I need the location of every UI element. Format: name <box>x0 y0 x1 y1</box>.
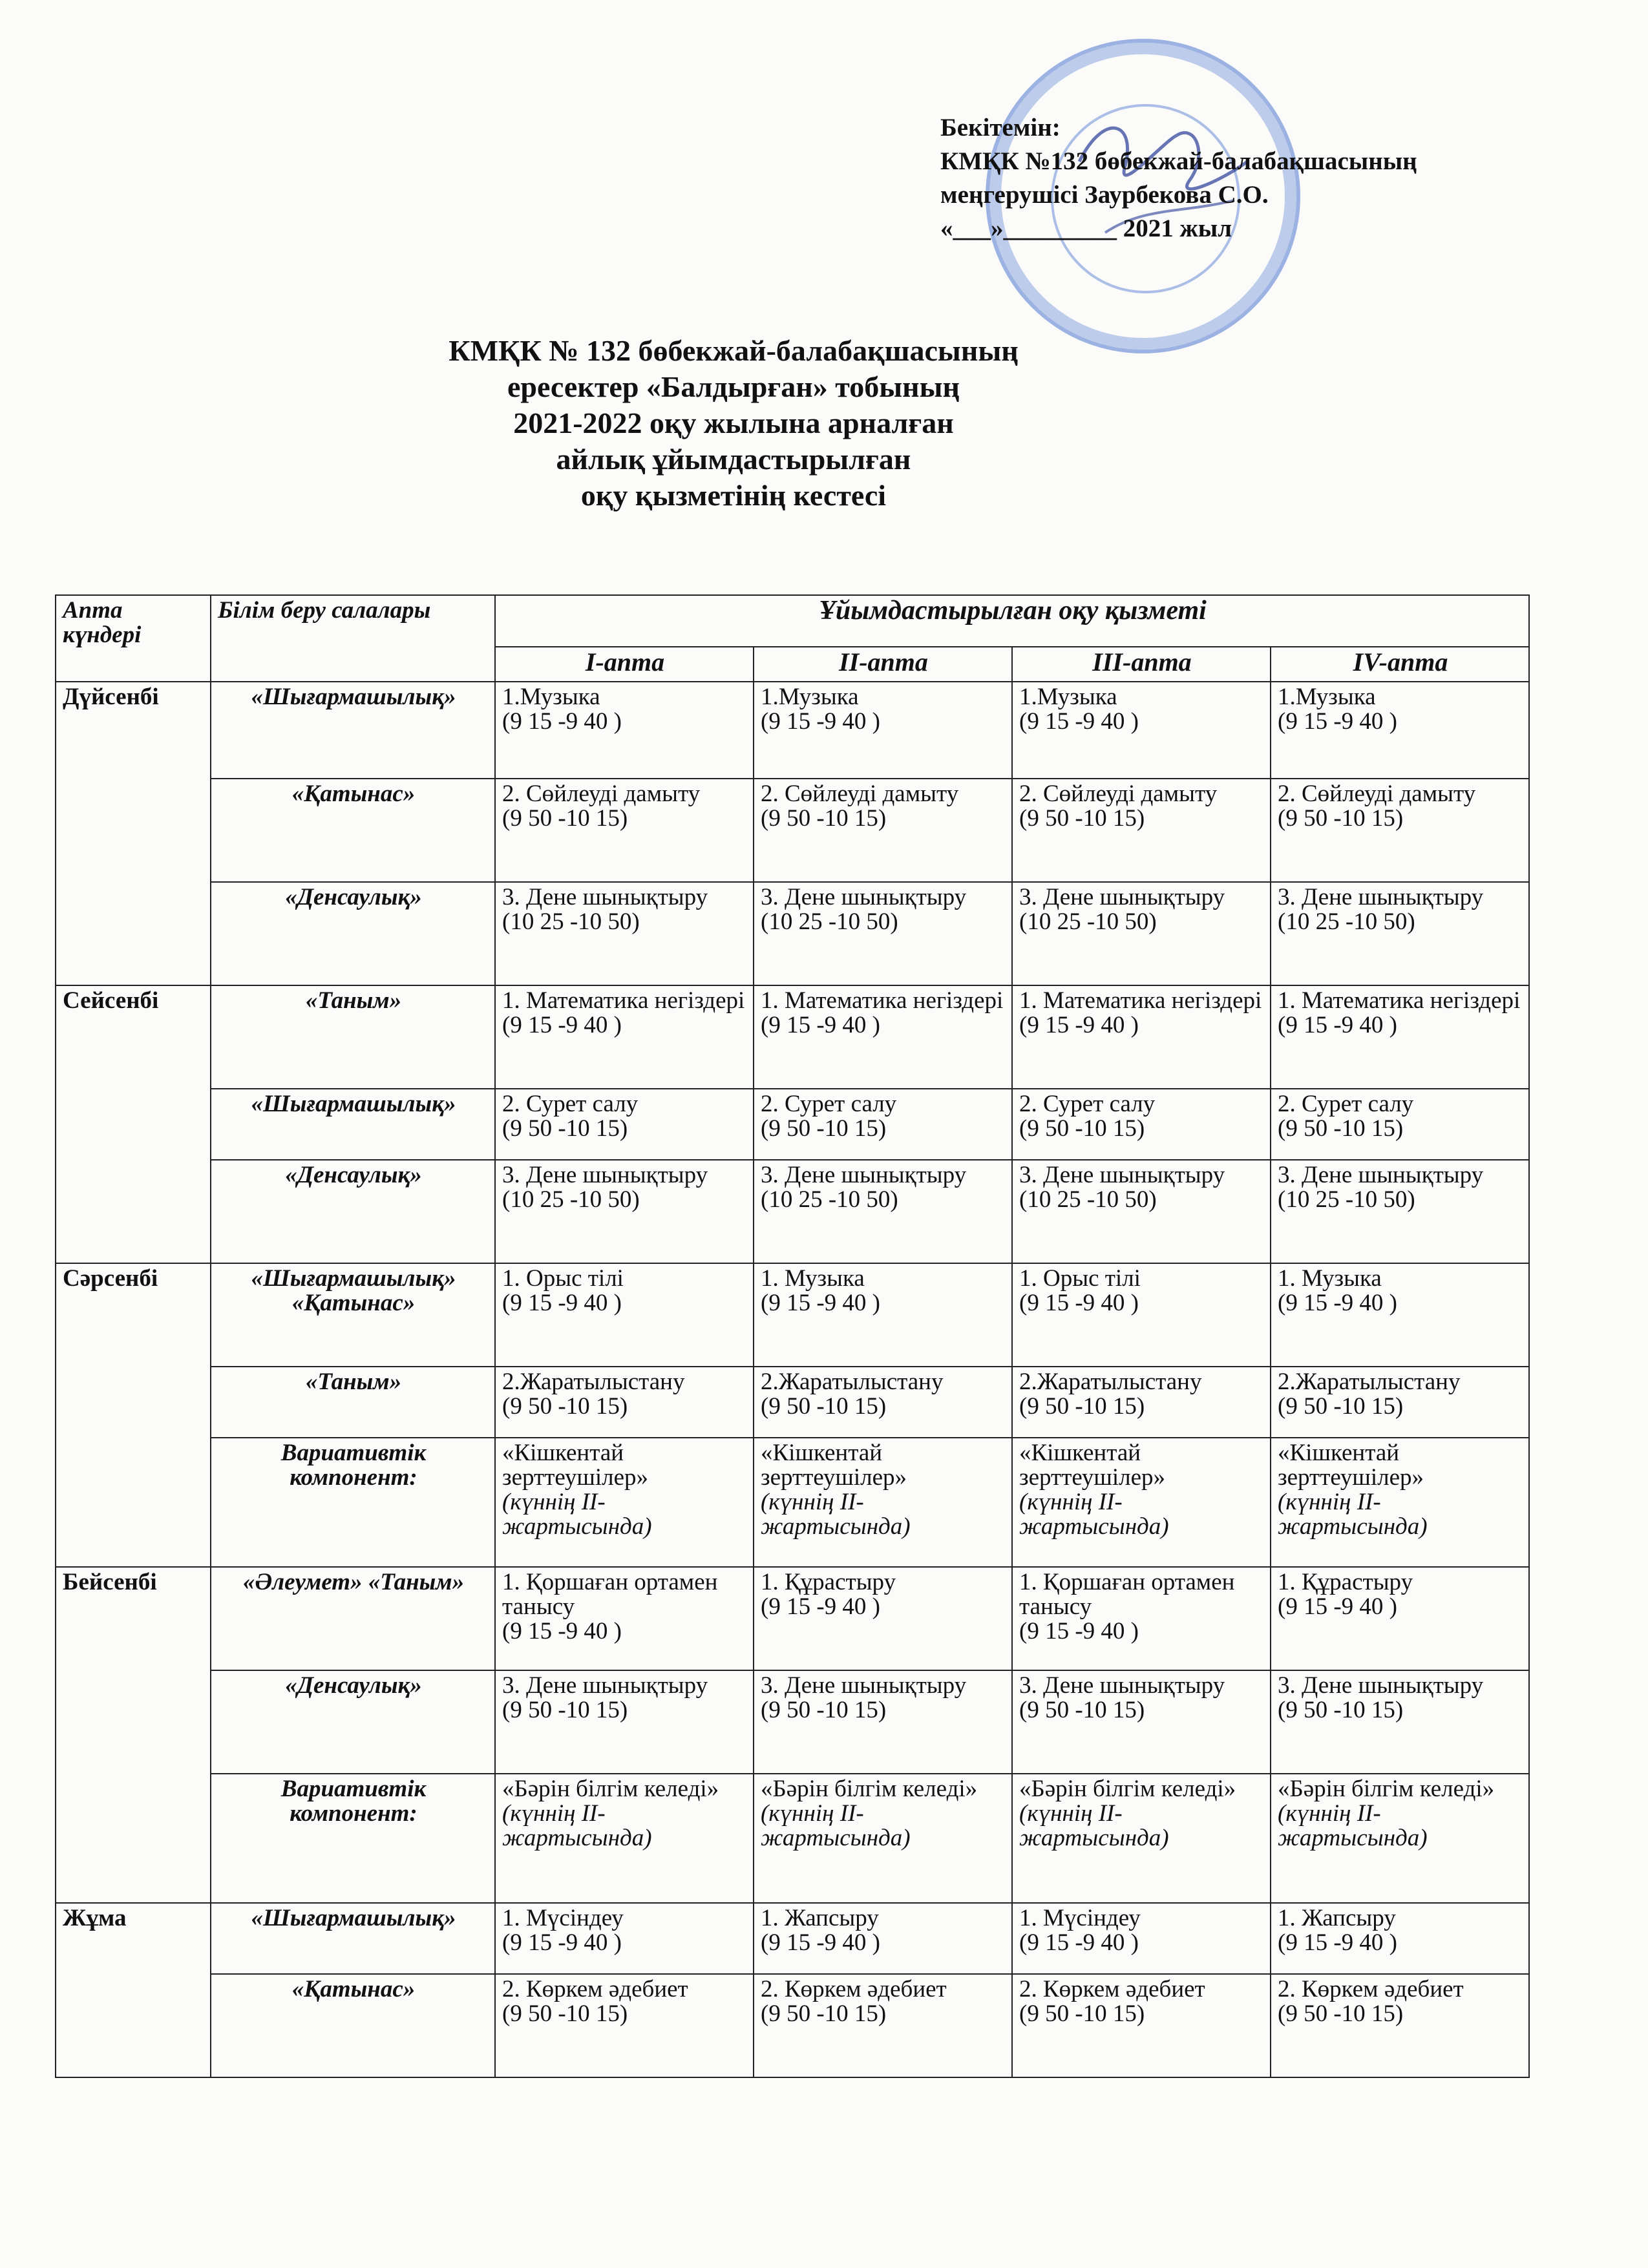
activity-cell <box>1012 779 1271 882</box>
activity-name: 1. Жапсыру <box>1278 1905 1396 1931</box>
activity-name: 2. Сурет салу <box>1278 1091 1414 1117</box>
activity-note: (күннің ІІ-жартысында) <box>1278 1800 1428 1851</box>
activity-time: (10 25 -10 50) <box>1278 908 1415 935</box>
activity-name: 1. Мүсіндеу <box>502 1905 624 1931</box>
approval-line: «___»_________ 2021 жыл <box>940 215 1232 242</box>
activity-time: (10 25 -10 50) <box>1019 908 1157 935</box>
activity-cell <box>1271 1438 1529 1567</box>
activity-cell <box>1012 882 1271 985</box>
activity-cell <box>1271 1774 1529 1903</box>
activity-time: (9 50 -10 15) <box>1278 1115 1404 1142</box>
activity-name: 3. Дене шынықтыру <box>761 1672 967 1699</box>
activity-cell <box>1012 1160 1271 1263</box>
activity-cell <box>495 1263 754 1367</box>
area-cell: «Шығармашылық» «Қатынас» <box>211 1263 495 1367</box>
approval-block <box>940 111 1417 246</box>
activity-name: 1. Музыка <box>761 1265 865 1292</box>
activity-time: (9 15 -9 40 ) <box>1278 708 1397 735</box>
activity-time: (9 15 -9 40 ) <box>1019 1929 1139 1956</box>
activity-time: (10 25 -10 50) <box>1019 1186 1157 1213</box>
activity-name: 3. Дене шынықтыру <box>1019 1162 1225 1188</box>
activity-name: 1. Математика негіздері <box>1019 987 1262 1014</box>
activity-cell <box>495 1160 754 1263</box>
activity-time: (9 50 -10 15) <box>502 805 628 832</box>
header-days: Апта күндері <box>56 595 211 682</box>
area-cell: «Таным» <box>211 1367 495 1438</box>
area-cell: «Таным» <box>211 985 495 1089</box>
activity-name: «Бәрін білгім келеді» <box>1278 1776 1495 1802</box>
activity-time: (9 15 -9 40 ) <box>1278 1929 1397 1956</box>
activity-name: 3. Дене шынықтыру <box>761 884 967 910</box>
table-row <box>56 779 1529 882</box>
activity-name: «Кішкентай зерттеушілер» <box>1019 1440 1166 1491</box>
schedule-table <box>55 594 1530 2078</box>
activity-cell <box>495 1903 754 1974</box>
activity-name: 2. Көркем әдебиет <box>1019 1976 1205 2002</box>
header-week-1: I-апта <box>495 647 754 682</box>
activity-note: (күннің ІІ-жартысында) <box>502 1800 652 1851</box>
activity-cell <box>754 1774 1012 1903</box>
activity-name: 3. Дене шынықтыру <box>502 884 708 910</box>
approval-line: КМҚК №132 бөбекжай-балабақшасының <box>940 147 1417 175</box>
activity-cell <box>495 882 754 985</box>
activity-cell <box>1012 1774 1271 1903</box>
activity-name: 2. Көркем әдебиет <box>502 1976 688 2002</box>
activity-cell <box>1012 1438 1271 1567</box>
activity-name: 3. Дене шынықтыру <box>1278 884 1484 910</box>
activity-cell <box>754 1903 1012 1974</box>
activity-time: (9 50 -10 15) <box>761 1697 887 1723</box>
day-cell: Дүйсенбі <box>56 682 211 985</box>
activity-cell <box>1271 682 1529 779</box>
activity-name: 1. Орыс тілі <box>502 1265 624 1292</box>
table-row <box>56 1974 1529 2077</box>
schedule-body <box>56 682 1529 2077</box>
activity-time: (9 15 -9 40 ) <box>502 1929 622 1956</box>
activity-cell <box>754 1263 1012 1367</box>
activity-time: (9 15 -9 40 ) <box>1019 1618 1139 1644</box>
activity-cell <box>495 1567 754 1670</box>
activity-cell <box>1271 779 1529 882</box>
document-title <box>0 333 1629 514</box>
activity-time: (9 50 -10 15) <box>502 1115 628 1142</box>
activity-note: (күннің ІІ-жартысында) <box>502 1489 652 1540</box>
activity-time: (10 25 -10 50) <box>1278 1186 1415 1213</box>
activity-time: (9 15 -9 40 ) <box>502 1618 622 1644</box>
area-cell: «Денсаулық» <box>211 1670 495 1774</box>
activity-name: 1.Музыка <box>761 684 859 710</box>
header-areas: Білім беру салалары <box>211 595 495 682</box>
area-cell: «Әлеумет» «Таным» <box>211 1567 495 1670</box>
activity-time: (10 25 -10 50) <box>502 908 640 935</box>
activity-time: (10 25 -10 50) <box>502 1186 640 1213</box>
header-week-2: II-апта <box>754 647 1012 682</box>
area-cell: «Шығармашылық» <box>211 1089 495 1160</box>
activity-name: 1. Музыка <box>1278 1265 1382 1292</box>
activity-cell <box>754 985 1012 1089</box>
activity-cell <box>1012 1367 1271 1438</box>
day-cell: Жұма <box>56 1903 211 2077</box>
activity-note: (күннің ІІ-жартысында) <box>1019 1489 1169 1540</box>
activity-name: 2. Көркем әдебиет <box>1278 1976 1464 2002</box>
activity-name: 3. Дене шынықтыру <box>1278 1672 1484 1699</box>
activity-cell <box>754 1670 1012 1774</box>
area-cell: «Денсаулық» <box>211 882 495 985</box>
activity-name: «Кішкентай зерттеушілер» <box>502 1440 649 1491</box>
header-week-3: III-апта <box>1012 647 1271 682</box>
activity-time: (9 50 -10 15) <box>1278 1697 1404 1723</box>
activity-note: (күннің ІІ-жартысында) <box>761 1489 911 1540</box>
area-cell: «Шығармашылық» <box>211 1903 495 1974</box>
activity-cell <box>1271 1089 1529 1160</box>
activity-name: 3. Дене шынықтыру <box>1278 1162 1484 1188</box>
activity-note: (күннің ІІ-жартысында) <box>761 1800 911 1851</box>
activity-time: (9 15 -9 40 ) <box>761 1593 880 1620</box>
activity-name: 2. Сөйлеуді дамыту <box>1278 781 1476 807</box>
activity-cell <box>495 1438 754 1567</box>
activity-name: 3. Дене шынықтыру <box>502 1162 708 1188</box>
activity-cell <box>754 779 1012 882</box>
activity-name: 2.Жаратылыстану <box>502 1369 685 1395</box>
activity-time: (9 50 -10 15) <box>1278 805 1404 832</box>
activity-name: 2.Жаратылыстану <box>1019 1369 1202 1395</box>
activity-name: 1. Қоршаған ортамен танысу <box>1019 1569 1235 1620</box>
area-cell: «Қатынас» <box>211 1974 495 2077</box>
activity-time: (10 25 -10 50) <box>761 1186 898 1213</box>
title-line: айлық ұйымдастырылған <box>556 443 911 476</box>
activity-cell <box>1012 1263 1271 1367</box>
activity-name: 3. Дене шынықтыру <box>1019 884 1225 910</box>
activity-name: 1. Математика негіздері <box>1278 987 1521 1014</box>
activity-name: 1. Математика негіздері <box>502 987 745 1014</box>
area-cell: «Денсаулық» <box>211 1160 495 1263</box>
activity-cell <box>1271 985 1529 1089</box>
activity-name: 2. Сөйлеуді дамыту <box>761 781 959 807</box>
activity-cell <box>1012 1670 1271 1774</box>
activity-name: 1. Құрастыру <box>1278 1569 1413 1595</box>
activity-time: (9 15 -9 40 ) <box>1019 1290 1139 1316</box>
activity-name: 1. Құрастыру <box>761 1569 896 1595</box>
table-row <box>56 1263 1529 1367</box>
table-row <box>56 1160 1529 1263</box>
activity-cell <box>754 682 1012 779</box>
activity-cell <box>1012 682 1271 779</box>
activity-name: 3. Дене шынықтыру <box>502 1672 708 1699</box>
activity-name: 2.Жаратылыстану <box>761 1369 944 1395</box>
activity-time: (9 50 -10 15) <box>1019 805 1145 832</box>
activity-time: (9 50 -10 15) <box>761 1393 887 1420</box>
title-line: ересектер «Балдырған» тобының <box>507 370 960 403</box>
activity-name: 1. Орыс тілі <box>1019 1265 1141 1292</box>
activity-time: (9 15 -9 40 ) <box>761 708 880 735</box>
activity-cell <box>1012 1974 1271 2077</box>
title-line: оқу қызметінің кестесі <box>580 479 887 512</box>
activity-time: (9 50 -10 15) <box>1278 1393 1404 1420</box>
activity-cell <box>754 1974 1012 2077</box>
table-row <box>56 1774 1529 1903</box>
table-row <box>56 1567 1529 1670</box>
activity-time: (9 15 -9 40 ) <box>1278 1012 1397 1038</box>
activity-cell <box>495 682 754 779</box>
activity-time: (9 50 -10 15) <box>1278 2000 1404 2027</box>
activity-name: 1.Музыка <box>1278 684 1376 710</box>
activity-time: (9 15 -9 40 ) <box>1278 1593 1397 1620</box>
activity-time: (9 50 -10 15) <box>761 2000 887 2027</box>
activity-name: 2. Сөйлеуді дамыту <box>502 781 701 807</box>
activity-name: 3. Дене шынықтыру <box>761 1162 967 1188</box>
activity-time: (10 25 -10 50) <box>761 908 898 935</box>
title-line: 2021-2022 оқу жылына арналған <box>513 406 954 439</box>
activity-time: (9 15 -9 40 ) <box>502 1012 622 1038</box>
activity-time: (9 50 -10 15) <box>502 1393 628 1420</box>
activity-cell <box>1271 1974 1529 2077</box>
title-line: КМҚК № 132 бөбекжай-балабақшасының <box>449 334 1019 367</box>
activity-name: «Бәрін білгім келеді» <box>761 1776 978 1802</box>
activity-time: (9 15 -9 40 ) <box>761 1012 880 1038</box>
day-cell: Бейсенбі <box>56 1567 211 1903</box>
table-row <box>56 1670 1529 1774</box>
activity-cell <box>754 1567 1012 1670</box>
activity-time: (9 15 -9 40 ) <box>1278 1290 1397 1316</box>
header-main: Ұйымдастырылған оқу қызметі <box>495 595 1529 647</box>
activity-cell <box>495 985 754 1089</box>
activity-name: 2. Көркем әдебиет <box>761 1976 947 2002</box>
activity-cell <box>495 1670 754 1774</box>
activity-time: (9 15 -9 40 ) <box>1019 1012 1139 1038</box>
area-cell: «Қатынас» <box>211 779 495 882</box>
activity-cell <box>1271 1367 1529 1438</box>
activity-name: 1.Музыка <box>502 684 600 710</box>
activity-name: 3. Дене шынықтыру <box>1019 1672 1225 1699</box>
activity-time: (9 50 -10 15) <box>761 1115 887 1142</box>
activity-cell <box>1271 1567 1529 1670</box>
activity-name: 1. Жапсыру <box>761 1905 879 1931</box>
activity-name: 2. Сурет салу <box>502 1091 639 1117</box>
activity-cell <box>495 1367 754 1438</box>
header-week-4: IV-апта <box>1271 647 1529 682</box>
activity-cell <box>495 1089 754 1160</box>
activity-name: 2. Сурет салу <box>761 1091 897 1117</box>
activity-name: 2. Сурет салу <box>1019 1091 1156 1117</box>
activity-name: 1. Математика негіздері <box>761 987 1004 1014</box>
activity-time: (9 50 -10 15) <box>1019 1393 1145 1420</box>
activity-name: 2. Сөйлеуді дамыту <box>1019 781 1218 807</box>
activity-note: (күннің ІІ-жартысында) <box>1278 1489 1428 1540</box>
activity-name: «Бәрін білгім келеді» <box>1019 1776 1236 1802</box>
table-row <box>56 1367 1529 1438</box>
activity-name: 2.Жаратылыстану <box>1278 1369 1461 1395</box>
table-row <box>56 1089 1529 1160</box>
activity-time: (9 15 -9 40 ) <box>502 1290 622 1316</box>
activity-cell <box>1271 1903 1529 1974</box>
approval-line: меңгерушісі Заурбекова С.О. <box>940 181 1269 209</box>
table-row <box>56 1438 1529 1567</box>
table-row <box>56 882 1529 985</box>
day-cell: Сәрсенбі <box>56 1263 211 1567</box>
activity-note: (күннің ІІ-жартысында) <box>1019 1800 1169 1851</box>
activity-name: 1.Музыка <box>1019 684 1117 710</box>
activity-cell <box>495 779 754 882</box>
activity-name: «Кішкентай зерттеушілер» <box>1278 1440 1424 1491</box>
activity-cell <box>1012 1567 1271 1670</box>
table-row <box>56 985 1529 1089</box>
activity-cell <box>495 1774 754 1903</box>
activity-cell <box>754 882 1012 985</box>
activity-time: (9 15 -9 40 ) <box>1019 708 1139 735</box>
activity-time: (9 50 -10 15) <box>502 2000 628 2027</box>
area-cell: Вариативтік компонент: <box>211 1774 495 1903</box>
activity-cell <box>1271 1263 1529 1367</box>
activity-cell <box>495 1974 754 2077</box>
activity-time: (9 50 -10 15) <box>1019 2000 1145 2027</box>
area-cell: «Шығармашылық» <box>211 682 495 779</box>
activity-cell <box>1271 882 1529 985</box>
activity-cell <box>1012 1903 1271 1974</box>
activity-time: (9 50 -10 15) <box>1019 1697 1145 1723</box>
activity-name: 1. Мүсіндеу <box>1019 1905 1141 1931</box>
area-cell: Вариативтік компонент: <box>211 1438 495 1567</box>
day-cell: Сейсенбі <box>56 985 211 1263</box>
activity-name: 1. Қоршаған ортамен танысу <box>502 1569 718 1620</box>
activity-name: «Кішкентай зерттеушілер» <box>761 1440 907 1491</box>
activity-time: (9 50 -10 15) <box>761 805 887 832</box>
table-row <box>56 682 1529 779</box>
activity-time: (9 50 -10 15) <box>1019 1115 1145 1142</box>
activity-cell <box>754 1160 1012 1263</box>
activity-cell <box>754 1367 1012 1438</box>
activity-name: «Бәрін білгім келеді» <box>502 1776 719 1802</box>
activity-time: (9 15 -9 40 ) <box>502 708 622 735</box>
activity-cell <box>1271 1670 1529 1774</box>
activity-time: (9 15 -9 40 ) <box>761 1929 880 1956</box>
approval-line: Бекітемін: <box>940 114 1061 142</box>
activity-time: (9 15 -9 40 ) <box>761 1290 880 1316</box>
table-row <box>56 1903 1529 1974</box>
activity-cell <box>1271 1160 1529 1263</box>
activity-cell <box>754 1438 1012 1567</box>
activity-cell <box>1012 1089 1271 1160</box>
activity-time: (9 50 -10 15) <box>502 1697 628 1723</box>
activity-cell <box>1012 985 1271 1089</box>
activity-cell <box>754 1089 1012 1160</box>
